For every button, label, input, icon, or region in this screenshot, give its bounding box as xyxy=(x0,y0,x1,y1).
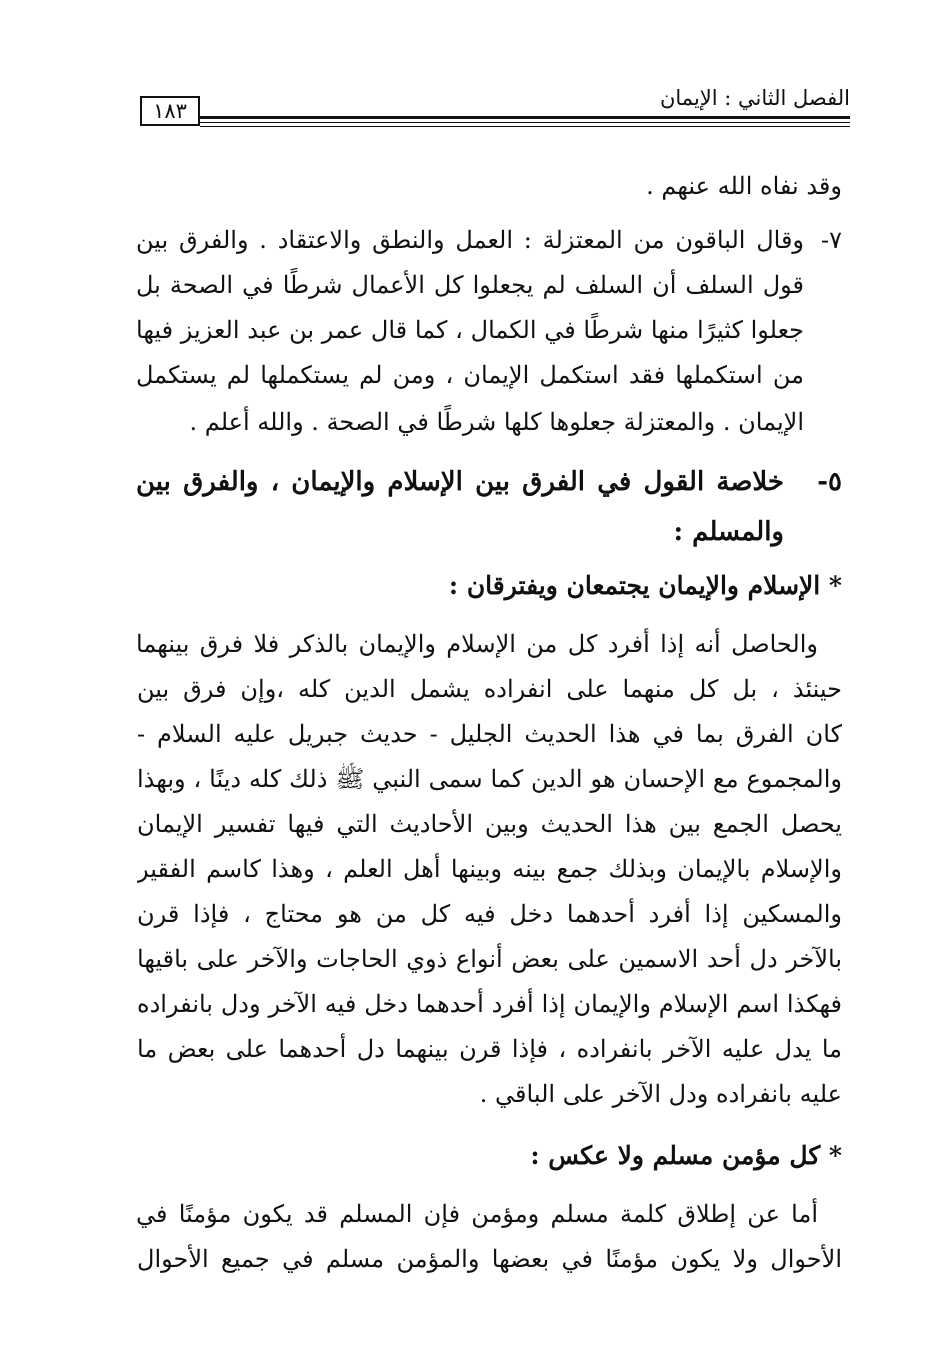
subheading: * كل مؤمن مسلم ولا عكس : xyxy=(530,1141,842,1170)
paragraph-line: بالآخر دل أحد الاسمين على بعض أنواع ذوي الحاجات والآخر على باقيها xyxy=(137,945,842,973)
text-line: جعلوا كثيرًا منها شرطًا في الكمال ، كما قال عمر بن عبد العزيز فيها xyxy=(136,316,804,344)
page-header xyxy=(140,82,850,138)
item-number: ٧- xyxy=(821,226,842,254)
paragraph-line: كان الفرق بما في هذا الحديث الجليل - حديث جبريل عليه السلام - xyxy=(137,720,842,748)
paragraph-line: والإسلام بالإيمان وبذلك جمع بينه وبينها أهل العلم ، وهذا كاسم الفقير xyxy=(137,855,842,883)
paragraph-line: الأحوال ولا يكون مؤمنًا في بعضها والمؤمن مسلم في جميع الأحوال xyxy=(137,1245,842,1273)
section-number: ٥- xyxy=(817,467,842,497)
section-heading: والمسلم : xyxy=(673,517,784,547)
text-line: من استكملها فقد استكمل الإيمان ، ومن لم يستكملها لم يستكمل xyxy=(136,361,804,389)
page-number: ١٨٣ xyxy=(140,96,200,126)
paragraph-line: يحصل الجمع بين هذا الحديث وبين الأحاديث التي فيها تفسير الإيمان xyxy=(137,810,842,838)
paragraph-line: والحاصل أنه إذا أفرد كل من الإسلام والإيمان بالذكر فلا فرق بينهما xyxy=(136,630,818,658)
paragraph-line: أما عن إطلاق كلمة مسلم ومؤمن فإن المسلم قد يكون مؤمنًا في xyxy=(136,1200,818,1228)
section-heading: خلاصة القول في الفرق بين الإسلام والإيمان ، والفرق بين xyxy=(136,467,784,497)
paragraph-line: والمسكين إذا أفرد أحدهما دخل فيه كل من هو محتاج ، فإذا قرن xyxy=(137,900,842,928)
header-rule-thin-2 xyxy=(200,126,850,127)
header-rule-thin xyxy=(200,122,850,123)
text-line: وقد نفاه الله عنهم . xyxy=(646,172,842,200)
subheading: * الإسلام والإيمان يجتمعان ويفترقان : xyxy=(448,571,842,600)
chapter-title: الفصل الثاني : الإيمان xyxy=(659,86,850,110)
paragraph-line: ما يدل عليه الآخر بانفراده ، فإذا قرن بينهما دل أحدهما على بعض ما xyxy=(137,1035,842,1063)
paragraph-line: فهكذا اسم الإسلام والإيمان إذا أفرد أحدهما دخل فيه الآخر ودل بانفراده xyxy=(137,990,842,1018)
text-line: قول السلف أن السلف لم يجعلوا كل الأعمال شرطًا في الصحة بل xyxy=(136,271,804,299)
header-rule xyxy=(200,116,850,119)
paragraph-line: والمجموع مع الإحسان هو الدين كما سمى النبي ﷺ ذلك كله دينًا ، وبهذا xyxy=(137,765,842,793)
text-line: وقال الباقون من المعتزلة : العمل والنطق والاعتقاد . والفرق بين xyxy=(136,226,804,254)
text-line: الإيمان . والمعتزلة جعلوها كلها شرطًا في الصحة . والله أعلم . xyxy=(189,408,804,436)
paragraph-line: عليه بانفراده ودل الآخر على الباقي . xyxy=(479,1080,842,1108)
paragraph-line: حينئذ ، بل كل منهما على انفراده يشمل الدين كله ،وإن فرق بين xyxy=(137,675,842,703)
